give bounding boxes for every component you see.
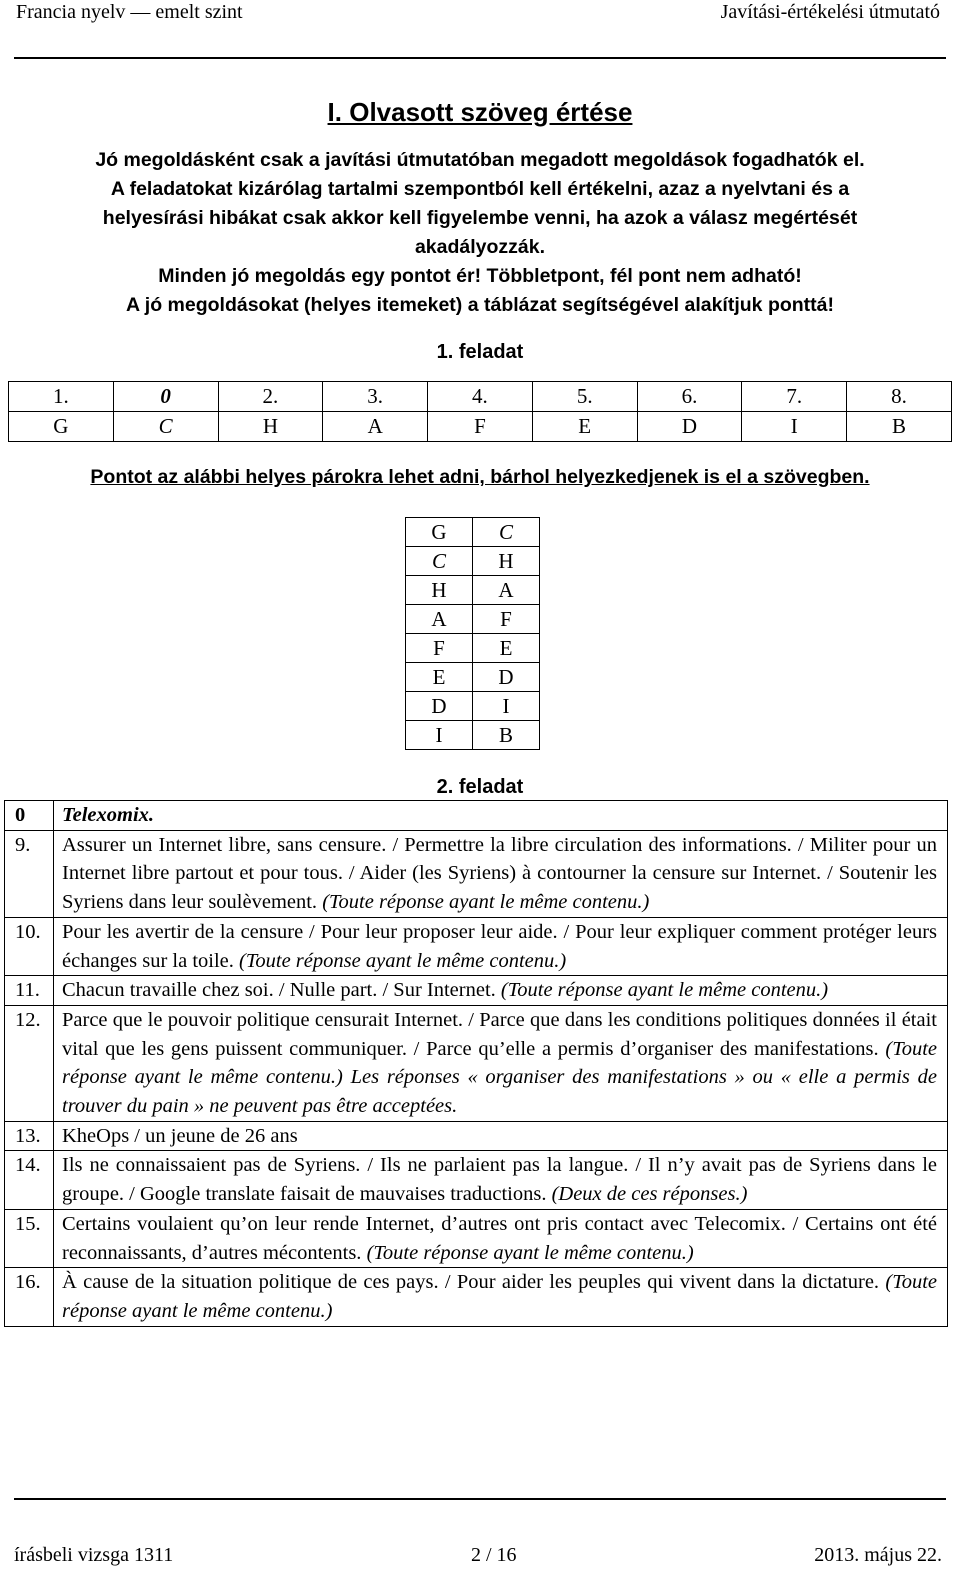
instruction-line: helyesírási hibákat csak akkor kell figyelembe venni, ha azok a válasz megértését	[102, 207, 858, 229]
footer-page-number: 2 / 16	[470, 1544, 517, 1566]
answer-text	[54, 917, 948, 975]
answer-row	[5, 830, 948, 917]
pair-row	[406, 663, 540, 692]
answer-note: (Toute réponse ayant le même contenu.)	[239, 949, 567, 972]
answer-main: Ils ne connaissaient pas de Syriens. / Ils ne parlaient pas la langue. / Il n’y avait pas de Syriens dans le groupe. / Google translate faisait de mauvaises traductions.	[62, 1154, 937, 1206]
pair-right: D	[473, 663, 540, 692]
pair-row	[406, 518, 540, 547]
answer-text	[54, 801, 948, 831]
task1-letter: D	[637, 412, 742, 442]
answer-main: Chacun travaille chez soi. / Nulle part. / Sur Internet.	[62, 979, 496, 1002]
header-divider	[14, 57, 946, 59]
answer-text	[54, 1121, 948, 1151]
answer-row	[5, 1151, 948, 1209]
task1-number-example: 0	[113, 382, 218, 412]
task1-letter: E	[532, 412, 637, 442]
footer-date: 2013. május 22.	[814, 1544, 942, 1566]
pair-right: E	[473, 634, 540, 663]
instructions	[30, 146, 930, 320]
answer-main: À cause de la situation politique de ces pays. / Pour aider les peuples qui vivent dans la dictature.	[62, 1271, 880, 1294]
task1-number: 8.	[847, 382, 952, 412]
task1-letter: A	[323, 412, 428, 442]
instruction-line: Minden jó megoldás egy pontot ér! Többletpont, fél pont nem adható!	[158, 265, 802, 287]
answer-row	[5, 1209, 948, 1267]
page-footer	[14, 1543, 942, 1567]
task1-letter: I	[742, 412, 847, 442]
answer-number: 13.	[5, 1121, 54, 1151]
pair-right: C	[473, 518, 540, 547]
answer-number: 9.	[5, 830, 54, 917]
pair-left: H	[406, 576, 473, 605]
pair-left: G	[406, 518, 473, 547]
pair-left: A	[406, 605, 473, 634]
pairs-table	[405, 517, 540, 750]
pairs-note: Pontot az alábbi helyes párokra lehet adni, bárhol helyezkedjenek is el a szövegben.	[90, 466, 870, 488]
answer-row	[5, 917, 948, 975]
answer-text	[54, 976, 948, 1006]
footer-exam-code: írásbeli vizsga 1311	[14, 1544, 174, 1566]
task1-number: 6.	[637, 382, 742, 412]
pair-right: I	[473, 692, 540, 721]
pair-left: D	[406, 692, 473, 721]
pair-row	[406, 547, 540, 576]
instruction-line: A feladatokat kizárólag tartalmi szempontból kell értékelni, azaz a nyelvtani és a	[110, 178, 850, 200]
task1-letter: B	[847, 412, 952, 442]
answer-number: 15.	[5, 1209, 54, 1267]
answer-text	[54, 1005, 948, 1121]
pair-left: C	[406, 547, 473, 576]
task2-title: 2. feladat	[436, 776, 524, 798]
answer-note: (Toute réponse ayant le même contenu.)	[366, 1241, 694, 1264]
task1-letter: H	[218, 412, 323, 442]
answer-note: (Toute réponse ayant le même contenu.) Les réponses « organiser des manifestations » ou « elle a permis de trouver du pain » ne peuvent pas être acceptées.	[62, 1037, 938, 1118]
answer-number: 10.	[5, 917, 54, 975]
task1-number: 1.	[9, 382, 114, 412]
pair-right: F	[473, 605, 540, 634]
instruction-line: A jó megoldásokat (helyes itemeket) a táblázat segítségével alakítjuk ponttá!	[126, 294, 834, 316]
task1-letter: G	[9, 412, 114, 442]
task1-title: 1. feladat	[436, 341, 524, 363]
answer-number: 11.	[5, 976, 54, 1006]
answer-note: (Deux de ces réponses.)	[551, 1183, 748, 1206]
answer-row-example	[5, 801, 948, 831]
instruction-line: Jó megoldásként csak a javítási útmutatóban megadott megoldások fogadhatók el.	[95, 149, 865, 171]
task1-number: 4.	[428, 382, 533, 412]
pair-row	[406, 692, 540, 721]
answer-row	[5, 1121, 948, 1151]
answer-note: (Toute réponse ayant le même contenu.)	[500, 979, 829, 1002]
pair-left: I	[406, 721, 473, 750]
pair-row	[406, 605, 540, 634]
pair-right: B	[473, 721, 540, 750]
answer-number: 12.	[5, 1005, 54, 1121]
answer-text	[54, 1151, 948, 1209]
page-header	[16, 0, 940, 30]
answer-note: (Toute réponse ayant le même contenu.)	[62, 1271, 938, 1322]
pair-right: A	[473, 576, 540, 605]
answer-number: 16.	[5, 1268, 54, 1326]
task1-letter: F	[428, 412, 533, 442]
pair-left: E	[406, 663, 473, 692]
answer-note: (Toute réponse ayant le même contenu.)	[322, 891, 650, 914]
task1-number-row	[9, 382, 952, 412]
answer-main: Telexomix.	[62, 804, 155, 826]
answer-row	[5, 1268, 948, 1326]
answer-main: Parce que le pouvoir politique censurait Internet. / Parce que dans les conditions politiques données il était vital que les gens puissent communiquer. / Parce qu’elle a permis d’organiser des manifestations.	[62, 1008, 937, 1060]
answer-text	[54, 1209, 948, 1267]
header-doc-type: Javítási-értékelési útmutató	[720, 1, 940, 23]
answer-text	[54, 830, 948, 917]
pair-row	[406, 634, 540, 663]
answer-row	[5, 976, 948, 1006]
answer-number: 0	[5, 801, 54, 831]
task1-answer-table	[8, 381, 952, 442]
footer-divider	[14, 1498, 946, 1500]
task1-number: 2.	[218, 382, 323, 412]
pair-right: H	[473, 547, 540, 576]
task1-number: 3.	[323, 382, 428, 412]
section-title: I. Olvasott szöveg értése	[327, 97, 633, 127]
task1-letter-row	[9, 412, 952, 442]
answer-row	[5, 1005, 948, 1121]
answer-number: 14.	[5, 1151, 54, 1209]
header-subject: Francia nyelv — emelt szint	[16, 1, 243, 23]
task1-number: 7.	[742, 382, 847, 412]
answer-main: Certains voulaient qu’on leur rende Internet, d’autres ont pris contact avec Telecomix. / Certains ont été reconnaissants, d’autres mécontents.	[62, 1212, 937, 1264]
pair-row	[406, 721, 540, 750]
answer-text	[54, 1268, 948, 1326]
task1-number: 5.	[532, 382, 637, 412]
instruction-line: akadályozzák.	[414, 236, 546, 258]
pair-row	[406, 576, 540, 605]
pair-left: F	[406, 634, 473, 663]
task1-letter-example: C	[113, 412, 218, 442]
answer-main: Pour les avertir de la censure / Pour leur proposer leur aide. / Pour leur expliquer comment protéger leurs échanges sur la toile.	[62, 920, 937, 972]
task2-answer-table	[4, 800, 948, 1327]
answer-main: KheOps / un jeune de 26 ans	[62, 1124, 298, 1147]
answer-main: Assurer un Internet libre, sans censure. / Permettre la libre circulation des informations. / Militer pour un Internet libre partout et pour tous. / Aider (les Syriens) à contourner la censure sur Internet. / Soutenir les Syriens dans leur soulèvement.	[62, 833, 937, 914]
